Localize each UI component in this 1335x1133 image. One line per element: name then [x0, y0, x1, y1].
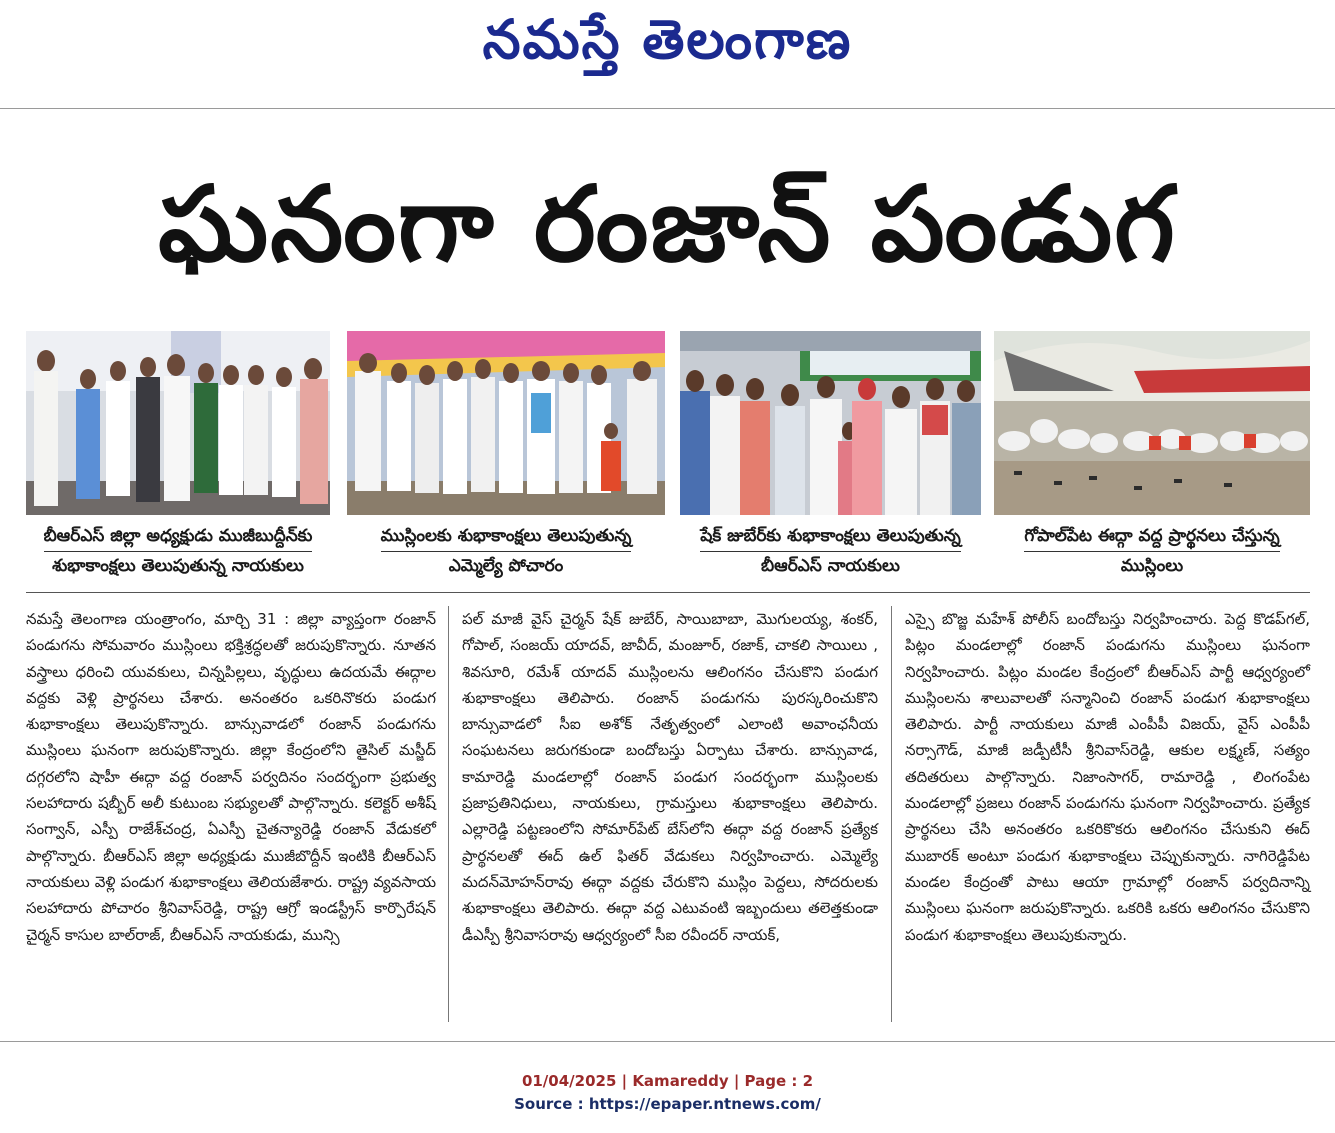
edition-date-line: 01/04/2025 | Kamareddy | Page : 2: [521, 1072, 814, 1090]
footer-divider: [0, 1041, 1335, 1042]
caption-line: బీఆర్ఎస్ నాయకులు: [761, 556, 900, 576]
column-divider: [891, 606, 892, 1022]
source-link[interactable]: Source : https://epaper.ntnews.com/: [514, 1095, 821, 1113]
photo-mla-greeting: [347, 331, 665, 515]
photo-leaders-greeting: [26, 331, 330, 515]
article-column-3: [905, 606, 1310, 948]
photo-caption-4: [994, 522, 1310, 581]
page-footer: [0, 1070, 1335, 1116]
newspaper-logo-title: నమస్తే తెలంగాణ: [482, 8, 853, 71]
caption-line: గోపాల్‌పేట ఈద్గా వద్ద ప్రార్థనలు చేస్తున్న: [1024, 522, 1279, 552]
caption-line: షేక్ జుబేర్‌కు శుభాకాంక్షలు తెలుపుతున్న: [700, 522, 961, 552]
section-divider: [26, 592, 1310, 593]
article-text: పల్ మాజీ వైస్ చైర్మన్ షేక్ జుబేర్, సాయిబాబా, మొగులయ్య, శంకర్, గోపాల్, సంజయ్ యాదవ్, జావీద్, మంజూర్, రజాక్, చాకలి సాయిలు , శివసూరి, రమేశ్ యాదవ్ ముస్లింలను ఆలింగనం చేసుకొని పండుగ శుభాకాంక్షలు తెలిపారు. రంజాన్ పండుగను పురస్కరించుకొని బాన్సువాడలో సీఐ అశోక్ నేతృత్వంలో ఎలాంటి అవాంఛనీయ సంఘటనలు జరుగకుండా బందోబస్తు ఏర్పాటు చేశారు. బాన్సువాడ, కామారెడ్డి మండలాల్లో రంజాన్ పండుగ సందర్భంగా ముస్లింలకు ప్రజాప్రతినిధులు, నాయకులు, గ్రామస్తులు శుభాకాంక్షలు తెలిపారు. ఎల్లారెడ్డి పట్టణంలోని సోమార్‌పేట్ బేస్‌లోని ఈద్గా వద్ద రంజాన్ ప్రత్యేక ప్రార్థనలతో ఈద్ ఉల్ ఫితర్ వేడుకలు నిర్వహించారు. ఎమ్మెల్యే మదన్‌మోహన్‌రావు ఈద్గా వద్దకు చేరుకొని ముస్లిం పెద్దలు, సోదరులకు శుభాకాంక్షలు తెలిపారు. ఈద్గా వద్ద ఎటువంటి ఇబ్బందులు తలెత్తకుండా డీఎస్పీ శ్రీనివాసరావు ఆధ్వర్యంలో సీఐ రవీందర్ నాయక్,: [462, 610, 878, 944]
article-column-2: [462, 606, 878, 948]
photo-brs-leaders: [680, 331, 981, 515]
caption-line: ఎమ్మెల్యే పోచారం: [448, 556, 564, 576]
article-headline: ఘనంగా రంజాన్ పండుగ: [158, 163, 1177, 285]
article-text: ఎస్సై బొజ్జ మహేశ్ పోలీస్ బందోబస్తు నిర్వహించారు. పెద్ద కొడప్‌గల్, పిట్లం మండలాల్లో రంజాన్ పండుగను ముస్లింలు ఘనంగా నిర్వహించారు. పిట్లం మండల కేంద్రంలో బీఆర్ఎస్ పార్టీ ఆధ్వర్యంలో ముస్లింలను శాలువాలతో సన్మానించి రంజాన్ పండుగ శుభాకాంక్షలు తెలిపారు. పార్టీ నాయకులు మాజీ ఎంపీపీ విజయ్, వైస్ ఎంపీపీ నర్సాగౌడ్, మాజీ జడ్పీటీసీ శ్రీనివాస్‌రెడ్డి, ఆకుల లక్ష్మణ్, సత్యం తదితరులు పాల్గొన్నారు. నిజాంసాగర్, రామారెడ్డి , లింగంపేట మండలాల్లో ప్రజలు రంజాన్ పండుగను ఘనంగా నిర్వహించారు. ప్రత్యేక ప్రార్థనలు చేసి అనంతరం ఒకరికొకరు ఆలింగనం చేసుకుని ఈద్ ముబారక్ అంటూ పండుగ శుభాకాంక్షలు చెప్పుకున్నారు. నాగిరెడ్డిపేట మండల కేంద్రంతో పాటు ఆయా గ్రామాల్లో రంజాన్ పర్వదినాన్ని ముస్లింలు ఘనంగా జరుపుకొన్నారు. ఒకరికి ఒకరు ఆలింగనం చేసుకొని పండుగ శుభాకాంక్షలు తెలుపుకున్నారు.: [905, 610, 1310, 944]
caption-line: ముస్లింలు: [1120, 556, 1184, 576]
masthead: [0, 0, 1335, 109]
photo-caption-1: [26, 522, 330, 581]
photo-eidgah-prayers: [994, 331, 1310, 515]
article-text: నమస్తే తెలంగాణ యంత్రాంగం, మార్చి 31 : జిల్లా వ్యాప్తంగా రంజాన్ పండుగను సోమవారం ముస్లింలు భక్తిశ్రద్ధలతో జరుపుకొన్నారు. నూతన వస్త్రాలు ధరించి యువకులు, చిన్నపిల్లలు, వృద్ధులు ఉదయమే ఈద్గాల వద్దకు వెళ్లి ప్రార్థనలు చేశారు. అనంతరం ఒకరినొకరు పండుగ శుభాకాంక్షలు తెలుపుకొన్నారు. బాన్సువాడలో రంజాన్ పండుగను ముస్లింలు ఘనంగా జరుపుకొన్నారు. జిల్లా కేంద్రంలోని తైసిల్ మస్జీద్ దగ్గరలోని షాహీ ఈద్గా వద్ద రంజాన్ పర్వదినం సందర్భంగా ప్రభుత్వ సలహాదారు షబ్బీర్ అలీ కుటుంబ సభ్యులతో పాల్గొన్నారు. కలెక్టర్ అశీష్ సంగ్వాన్, ఎస్పీ రాజేశ్‌చంద్ర, ఏఎస్పీ చైతన్యారెడ్డి రంజాన్ వేడుకలో పాల్గొన్నారు. బీఆర్ఎస్ జిల్లా అధ్యక్షుడు ముజీబొద్దీన్ ఇంటికి బీఆర్ఎస్ నాయకులు వెళ్లి పండుగ శుభాకాంక్షలు తెలియజేశారు. రాష్ట్ర వ్యవసాయ సలహాదారు పోచారం శ్రీనివాస్‌రెడ్డి, రాష్ట్ర ఆగ్రో ఇండస్ట్రీస్ కార్పొరేషన్ చైర్మన్ కాసుల బాల్‌రాజ్, బీఆర్ఎస్ నాయకుడు, మున్సి: [26, 610, 436, 944]
column-divider: [448, 606, 449, 1022]
caption-line: బీఆర్ఎస్ జిల్లా అధ్యక్షుడు ముజీబుద్దీన్‌కు: [44, 522, 313, 552]
caption-line: ముస్లింలకు శుభాకాంక్షలు తెలుపుతున్న: [381, 522, 632, 552]
photo-caption-3: [680, 522, 981, 581]
caption-line: శుభాకాంక్షలు తెలుపుతున్న నాయకులు: [52, 556, 304, 576]
photo-caption-2: [347, 522, 665, 581]
article-column-1: [26, 606, 436, 948]
